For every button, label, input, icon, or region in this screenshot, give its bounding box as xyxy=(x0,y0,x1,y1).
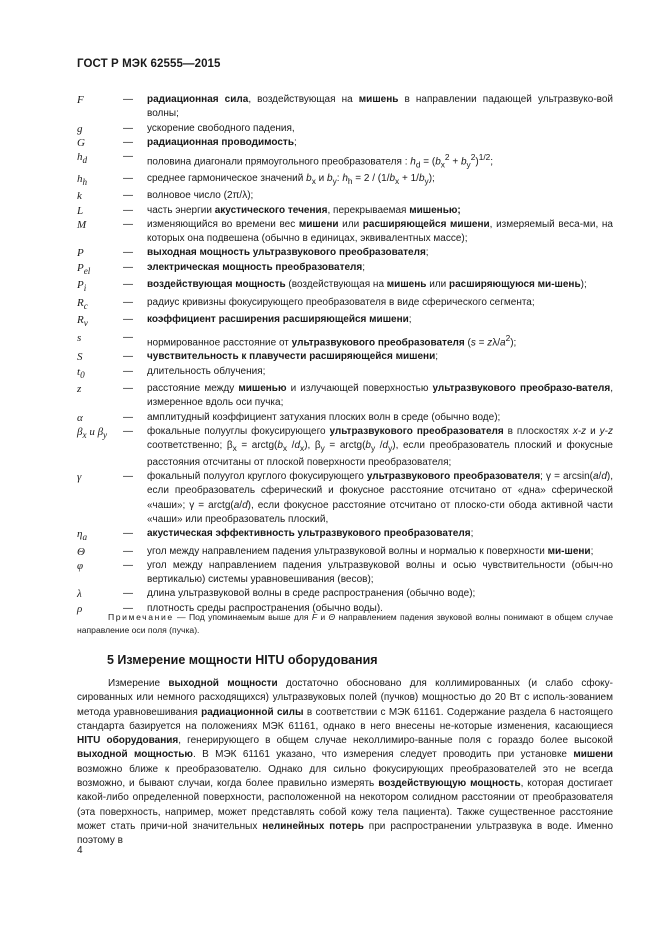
definition-dash: — xyxy=(123,559,133,571)
definition-symbol: λ xyxy=(77,588,82,601)
definition-text: фокальные полууглы фокусирующего ультразвукового преобразователя в плоскостях x-z и y-z соответственно; $\beta_x$ = $arctg(b_x$ $/d_x$), $\beta_y$ = $arctg(b_y$ $/d_y$), если преобразователь плоский и фокусные расстояния отсчитаны от плоской поверхности преобразователя; xyxy=(147,426,613,468)
definition-symbol: Θ xyxy=(77,545,85,558)
definition-text: нормированное расстояние от ультразвукового преобразователя $(s = z\lambda/a^2)$; xyxy=(147,332,517,349)
definition-text: изменяющийся во времени вес мишени или расширяющейся мишени, измеряемый веса-ми, на которых она подвешена (обычно в единицах, эквивалентных массе); xyxy=(147,218,613,245)
definition-row xyxy=(77,93,613,122)
definition-symbol: φ xyxy=(77,559,84,572)
definition-row xyxy=(77,545,613,559)
section-title: 5 Измерение мощности HITU оборудования xyxy=(107,653,378,667)
definition-text: воздействующая мощность (воздействующая на мишень или расширяющуюся ми-шень); xyxy=(147,279,587,291)
definition-row xyxy=(77,278,613,295)
definition-symbol: k xyxy=(77,190,82,203)
definition-symbol: g xyxy=(77,122,83,135)
definition-text: угол между направлением падения ультразвуковой волны и осью чувствительности (обыч-но вертикалью) системы уравновешивания (весов); xyxy=(147,559,613,586)
definition-dash: — xyxy=(123,602,133,614)
definition-row xyxy=(77,411,613,425)
definition-dash: — xyxy=(123,314,133,326)
definition-row xyxy=(77,425,613,470)
definition-text: коэффициент расширения расширяющейся мишени; xyxy=(147,314,412,326)
note xyxy=(77,611,613,636)
definition-dash: — xyxy=(123,218,133,230)
definition-dash: — xyxy=(123,151,133,163)
definition-text: длительность облучения; xyxy=(147,365,266,377)
definition-row xyxy=(77,296,613,313)
definition-dash: — xyxy=(123,204,133,216)
definition-row xyxy=(77,587,613,601)
definition-dash: — xyxy=(123,588,133,600)
definition-symbol: F xyxy=(77,94,84,106)
definition-symbol: γ xyxy=(77,470,82,483)
definition-row xyxy=(77,470,613,527)
definition-row xyxy=(77,559,613,588)
definition-text: длина ультразвуковой волны в среде распространения (обычно воде); xyxy=(147,588,476,600)
definition-symbol: $R_v$ xyxy=(77,314,88,329)
definition-text: плотность среды распространения (обычно воды). xyxy=(147,602,383,614)
definition-text: половина диагонали прямоугольного преобразователя : $h_d = (b_x^2 + b_y^2)^{1/2}$; xyxy=(147,152,494,170)
definition-symbol: ρ xyxy=(77,602,83,615)
definition-text: радиационная проводимость; xyxy=(147,136,297,148)
definition-text: волновое число (2π/λ); xyxy=(147,190,254,202)
definition-dash: — xyxy=(123,261,133,273)
page-number: 4 xyxy=(77,845,83,856)
definition-dash: — xyxy=(123,279,133,291)
definition-row xyxy=(77,122,613,136)
definition-dash: — xyxy=(123,296,133,308)
definition-text: расстояние между мишенью и излучающей поверхностью ультразвукового преобразо-вателя, измеренное вдоль оси пучка; xyxy=(147,383,613,409)
definition-row xyxy=(77,189,613,203)
definition-row xyxy=(77,136,613,150)
definition-symbol: L xyxy=(77,204,84,217)
definition-row xyxy=(77,313,613,330)
definition-symbol: $P_i$ xyxy=(77,279,87,294)
definition-text: ускорение свободного падения, xyxy=(147,122,295,134)
definition-row xyxy=(77,218,613,247)
document-header: ГОСТ Р МЭК 62555—2015 xyxy=(77,58,221,70)
definition-row xyxy=(77,172,613,189)
definition-text: фокальный полуугол круглого фокусирующего ультразвукового преобразователя; γ = arcsin(a/d), если преобразователь сферический и фокусное расстояние отсчитано от «дна» сферической «чаши»; γ = arctg(a/d), если фокусное расстояние отсчитано от плоско-сти обода активной части «чаши» или преобразователь плоский, xyxy=(147,470,613,525)
definition-row xyxy=(77,527,613,544)
definition-symbol: α xyxy=(77,411,83,424)
definition-dash: — xyxy=(123,470,133,482)
definition-symbol: P xyxy=(77,247,84,260)
definition-symbol: $h_d$ xyxy=(77,151,88,166)
definition-text: амплитудный коэффициент затухания плоских волн в среде (обычно воде); xyxy=(147,411,501,423)
note-label: Примечание xyxy=(108,612,174,622)
body-paragraph: Измерение выходной мощности достаточно обосновано для коллимированных (и слабо сфоку-сированных или немного расходящихся) ультразвуковых полей (пучков) мощностью до 20 Вт с исполь-зованием метода уравновешивания радиационной силы в соответствии с МЭК 61161. Содержание раздела 6 настоящего стандарта базируется на положениях МЭК 61161, однако в него внесены не-которые изменения, касающиеся HITU оборудования, генерирующего в общем случае неколлимиро-ванные поля с гораздо более высокой выходной мощностью. В МЭК 61161 указано, что измерения следует проводить при установке мишени возможно ближе к преобразователю. Однако для сильно фокусирующих преобразователей это не всегда возможно, и бывают случаи, когда более правильно измерять воздействующую мощность, которая достигает какой-либо определенной поверхности, расположенной на некотором солидном расстоянии от преобразователя (эта поверхность, например, может представлять собой кожу тела пациента). Также существенное расстояние может стать причи-ной значительных нелинейных потерь при распространении ультразвука в воде. Именно поэтому в xyxy=(77,678,614,847)
definition-symbol: M xyxy=(77,218,87,231)
definition-dash: — xyxy=(123,172,133,184)
definition-text: часть энергии акустического течения, перекрываемая мишенью; xyxy=(147,204,461,216)
definition-symbol: $\eta_a$ xyxy=(77,528,88,543)
definition-dash: — xyxy=(123,365,133,377)
definition-symbol: $\beta_x$ и $\beta_y$ xyxy=(77,426,108,441)
note-text: — Под упоминаемым выше для F и Θ направлением падения звуковой волны понимают в общем случае направление оси поля (пучка). xyxy=(77,612,614,635)
definition-row xyxy=(77,382,613,411)
definition-dash: — xyxy=(123,331,133,343)
definition-dash: — xyxy=(123,190,133,202)
definition-symbol: s xyxy=(77,331,82,344)
definition-dash: — xyxy=(123,247,133,259)
definition-symbol: G xyxy=(77,136,85,149)
definition-dash: — xyxy=(123,351,133,363)
definition-text: радиационная сила, воздействующая на мишень в направлении падающей ультразвуко-вой волны; xyxy=(147,94,613,120)
definition-symbol: $P_{el}$ xyxy=(77,261,91,276)
definition-symbol: $t_0$ xyxy=(77,365,85,380)
definition-row xyxy=(77,350,613,364)
definition-dash: — xyxy=(123,426,133,438)
definition-dash: — xyxy=(123,545,133,557)
definition-text: чувствительность к плавучести расширяющейся мишени; xyxy=(147,351,438,363)
definition-text: радиус кривизны фокусирующего преобразователя в виде сферического сегмента; xyxy=(147,296,535,308)
definition-row xyxy=(77,331,613,351)
definition-text: угол между направлением падения ультразвуковой волны и нормалью к поверхности ми-шени; xyxy=(147,545,594,557)
definition-text: среднее гармоническое значений $b_x$ и $b_y$: $h_h = 2 / (1/b_x + 1/b_y)$; xyxy=(147,172,435,186)
definitions-list xyxy=(77,93,613,616)
definition-row xyxy=(77,150,613,172)
definition-row xyxy=(77,365,613,382)
definition-symbol: z xyxy=(77,383,82,396)
definition-dash: — xyxy=(123,383,133,395)
definition-row xyxy=(77,204,613,218)
definition-symbol: $R_c$ xyxy=(77,296,88,311)
definition-symbol: S xyxy=(77,351,83,364)
definition-text: выходная мощность ультразвукового преобразователя; xyxy=(147,247,429,259)
definition-dash: — xyxy=(123,94,133,105)
definition-dash: — xyxy=(123,136,133,148)
definition-row xyxy=(77,246,613,260)
definition-text: электрическая мощность преобразователя; xyxy=(147,261,366,273)
definition-dash: — xyxy=(123,411,133,423)
definition-dash: — xyxy=(123,122,133,134)
definition-row xyxy=(77,261,613,278)
definition-dash: — xyxy=(123,528,133,540)
definition-text: акустическая эффективность ультразвукового преобразователя; xyxy=(147,528,474,540)
definition-symbol: $h_h$ xyxy=(77,172,88,187)
